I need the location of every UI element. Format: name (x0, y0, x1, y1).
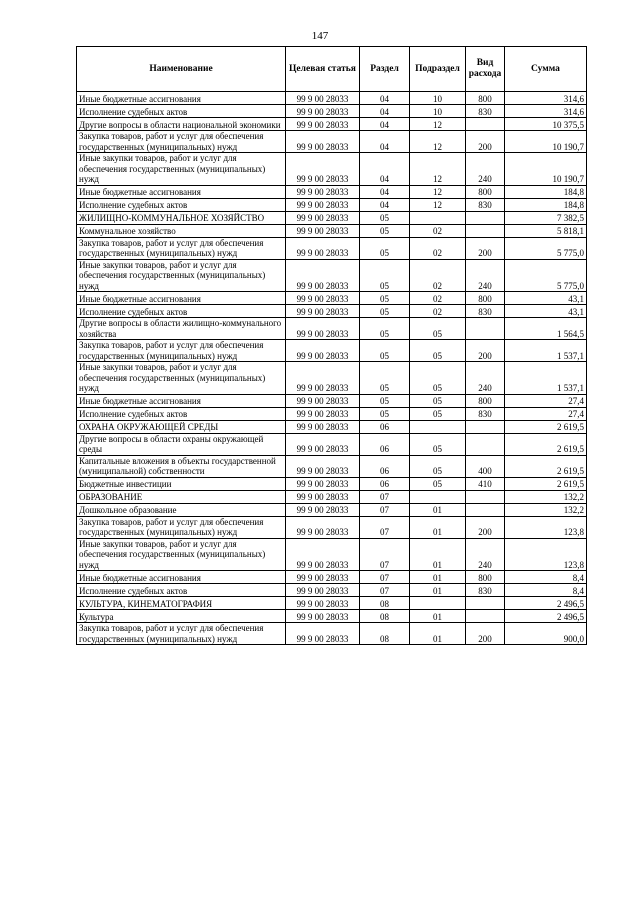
cell-name: Культура (77, 610, 286, 623)
cell-sum: 2 619,5 (505, 455, 587, 477)
cell-expense-type: 410 (466, 477, 505, 490)
cell-subsection: 01 (410, 584, 466, 597)
col-header-section: Раздел (360, 47, 410, 92)
cell-name: Исполнение судебных актов (77, 105, 286, 118)
cell-expense-type: 800 (466, 92, 505, 105)
cell-expense-type: 800 (466, 571, 505, 584)
cell-name: Исполнение судебных актов (77, 407, 286, 420)
table-row (77, 597, 587, 610)
col-header-subsection: Подраздел (410, 47, 466, 92)
cell-subsection (410, 490, 466, 503)
cell-sum: 900,0 (505, 623, 587, 645)
cell-name: Капитальные вложения в объекты государственной (муниципальной) собственности (77, 455, 286, 477)
cell-sum: 1 564,5 (505, 318, 587, 340)
cell-section: 04 (360, 198, 410, 211)
table-row (77, 407, 587, 420)
cell-target-article: 99 9 00 28033 (286, 538, 360, 571)
cell-name: Иные закупки товаров, работ и услуг для обеспечения государственных (муниципальных) нужд (77, 362, 286, 395)
cell-subsection: 02 (410, 292, 466, 305)
cell-subsection: 01 (410, 538, 466, 571)
cell-sum: 184,8 (505, 198, 587, 211)
cell-expense-type (466, 610, 505, 623)
cell-section: 06 (360, 477, 410, 490)
col-header-expense-type: Вид расхода (466, 47, 505, 92)
cell-section: 05 (360, 259, 410, 292)
cell-section: 04 (360, 118, 410, 131)
cell-sum: 123,8 (505, 538, 587, 571)
table-row (77, 153, 587, 186)
cell-expense-type: 200 (466, 516, 505, 538)
cell-target-article: 99 9 00 28033 (286, 131, 360, 153)
cell-subsection: 05 (410, 340, 466, 362)
cell-name: Иные бюджетные ассигнования (77, 92, 286, 105)
cell-sum: 1 537,1 (505, 362, 587, 395)
cell-section: 07 (360, 503, 410, 516)
cell-subsection: 05 (410, 455, 466, 477)
table-row (77, 503, 587, 516)
table-row (77, 105, 587, 118)
cell-sum: 5 818,1 (505, 224, 587, 237)
cell-expense-type: 830 (466, 105, 505, 118)
col-header-target-article: Целевая статья (286, 47, 360, 92)
table-row (77, 455, 587, 477)
cell-section: 04 (360, 185, 410, 198)
cell-sum: 314,6 (505, 92, 587, 105)
cell-section: 05 (360, 318, 410, 340)
cell-target-article: 99 9 00 28033 (286, 118, 360, 131)
cell-expense-type: 830 (466, 584, 505, 597)
cell-expense-type (466, 318, 505, 340)
table-row (77, 118, 587, 131)
cell-target-article: 99 9 00 28033 (286, 420, 360, 433)
cell-name: Закупка товаров, работ и услуг для обеспечения государственных (муниципальных) нужд (77, 623, 286, 645)
cell-sum: 2 496,5 (505, 610, 587, 623)
cell-section: 08 (360, 597, 410, 610)
cell-subsection: 12 (410, 131, 466, 153)
col-header-sum: Сумма (505, 47, 587, 92)
cell-expense-type: 200 (466, 237, 505, 259)
cell-expense-type: 200 (466, 131, 505, 153)
cell-name: Закупка товаров, работ и услуг для обеспечения государственных (муниципальных) нужд (77, 340, 286, 362)
cell-name: Закупка товаров, работ и услуг для обеспечения государственных (муниципальных) нужд (77, 131, 286, 153)
cell-name: Другие вопросы в области охраны окружающей среды (77, 433, 286, 455)
cell-expense-type (466, 118, 505, 131)
cell-section: 05 (360, 407, 410, 420)
cell-expense-type (466, 503, 505, 516)
cell-name: Исполнение судебных актов (77, 584, 286, 597)
cell-subsection: 02 (410, 305, 466, 318)
table-row (77, 211, 587, 224)
table-row (77, 259, 587, 292)
table-row (77, 538, 587, 571)
cell-sum: 2 496,5 (505, 597, 587, 610)
cell-name: Иные закупки товаров, работ и услуг для обеспечения государственных (муниципальных) нужд (77, 153, 286, 186)
table-row (77, 224, 587, 237)
table-row (77, 477, 587, 490)
cell-expense-type: 240 (466, 153, 505, 186)
cell-target-article: 99 9 00 28033 (286, 292, 360, 305)
cell-subsection: 01 (410, 623, 466, 645)
cell-target-article: 99 9 00 28033 (286, 105, 360, 118)
cell-subsection: 05 (410, 433, 466, 455)
cell-sum: 5 775,0 (505, 259, 587, 292)
table-row (77, 362, 587, 395)
budget-table (76, 46, 587, 645)
table-row (77, 490, 587, 503)
table-row (77, 420, 587, 433)
cell-expense-type (466, 211, 505, 224)
table-row (77, 340, 587, 362)
table-row (77, 318, 587, 340)
table-row (77, 516, 587, 538)
cell-expense-type (466, 224, 505, 237)
cell-subsection: 02 (410, 224, 466, 237)
cell-name: Другие вопросы в области национальной экономики (77, 118, 286, 131)
cell-section: 06 (360, 420, 410, 433)
cell-target-article: 99 9 00 28033 (286, 455, 360, 477)
cell-sum: 314,6 (505, 105, 587, 118)
cell-section: 07 (360, 584, 410, 597)
cell-expense-type: 240 (466, 538, 505, 571)
cell-target-article: 99 9 00 28033 (286, 185, 360, 198)
cell-section: 08 (360, 610, 410, 623)
table-row (77, 433, 587, 455)
cell-expense-type (466, 597, 505, 610)
cell-name: Закупка товаров, работ и услуг для обеспечения государственных (муниципальных) нужд (77, 237, 286, 259)
cell-target-article: 99 9 00 28033 (286, 305, 360, 318)
table-row (77, 185, 587, 198)
cell-name: Иные бюджетные ассигнования (77, 571, 286, 584)
cell-sum: 27,4 (505, 407, 587, 420)
cell-target-article: 99 9 00 28033 (286, 584, 360, 597)
cell-target-article: 99 9 00 28033 (286, 259, 360, 292)
cell-sum: 10 190,7 (505, 131, 587, 153)
cell-name: Иные бюджетные ассигнования (77, 185, 286, 198)
cell-expense-type: 800 (466, 185, 505, 198)
cell-subsection (410, 211, 466, 224)
cell-expense-type (466, 420, 505, 433)
cell-sum: 43,1 (505, 292, 587, 305)
cell-subsection: 01 (410, 503, 466, 516)
cell-section: 08 (360, 623, 410, 645)
cell-sum: 10 375,5 (505, 118, 587, 131)
cell-section: 07 (360, 538, 410, 571)
cell-target-article: 99 9 00 28033 (286, 610, 360, 623)
cell-sum: 2 619,5 (505, 433, 587, 455)
cell-expense-type (466, 490, 505, 503)
cell-sum: 184,8 (505, 185, 587, 198)
cell-subsection: 01 (410, 610, 466, 623)
table-row (77, 394, 587, 407)
table-row (77, 237, 587, 259)
cell-target-article: 99 9 00 28033 (286, 503, 360, 516)
cell-section: 07 (360, 516, 410, 538)
table-row (77, 571, 587, 584)
cell-sum: 132,2 (505, 503, 587, 516)
cell-name: КУЛЬТУРА, КИНЕМАТОГРАФИЯ (77, 597, 286, 610)
cell-expense-type: 830 (466, 305, 505, 318)
cell-section: 04 (360, 153, 410, 186)
cell-sum: 10 190,7 (505, 153, 587, 186)
table-row (77, 305, 587, 318)
cell-subsection: 10 (410, 92, 466, 105)
cell-sum: 8,4 (505, 571, 587, 584)
table-row (77, 610, 587, 623)
cell-target-article: 99 9 00 28033 (286, 433, 360, 455)
cell-name: ОХРАНА ОКРУЖАЮЩЕЙ СРЕДЫ (77, 420, 286, 433)
table-row (77, 623, 587, 645)
cell-expense-type (466, 433, 505, 455)
cell-name: Исполнение судебных актов (77, 198, 286, 211)
cell-name: Иные бюджетные ассигнования (77, 292, 286, 305)
cell-section: 05 (360, 394, 410, 407)
cell-name: ЖИЛИЩНО-КОММУНАЛЬНОЕ ХОЗЯЙСТВО (77, 211, 286, 224)
cell-name: Иные закупки товаров, работ и услуг для обеспечения государственных (муниципальных) нужд (77, 259, 286, 292)
cell-sum: 43,1 (505, 305, 587, 318)
cell-subsection: 01 (410, 516, 466, 538)
cell-sum: 2 619,5 (505, 420, 587, 433)
cell-target-article: 99 9 00 28033 (286, 362, 360, 395)
page-number: 147 (311, 30, 329, 42)
cell-target-article: 99 9 00 28033 (286, 237, 360, 259)
cell-section: 05 (360, 362, 410, 395)
cell-name: Коммунальное хозяйство (77, 224, 286, 237)
cell-expense-type: 830 (466, 407, 505, 420)
cell-name: Бюджетные инвестиции (77, 477, 286, 490)
cell-expense-type: 830 (466, 198, 505, 211)
cell-sum: 8,4 (505, 584, 587, 597)
cell-section: 05 (360, 237, 410, 259)
cell-section: 04 (360, 105, 410, 118)
cell-name: Дошкольное образование (77, 503, 286, 516)
cell-expense-type: 240 (466, 259, 505, 292)
cell-name: Другие вопросы в области жилищно-коммунального хозяйства (77, 318, 286, 340)
cell-name: Исполнение судебных актов (77, 305, 286, 318)
cell-target-article: 99 9 00 28033 (286, 198, 360, 211)
cell-subsection: 05 (410, 318, 466, 340)
cell-section: 07 (360, 490, 410, 503)
cell-target-article: 99 9 00 28033 (286, 477, 360, 490)
cell-subsection: 05 (410, 362, 466, 395)
cell-sum: 7 382,5 (505, 211, 587, 224)
cell-target-article: 99 9 00 28033 (286, 224, 360, 237)
cell-subsection: 02 (410, 237, 466, 259)
cell-name: Закупка товаров, работ и услуг для обеспечения государственных (муниципальных) нужд (77, 516, 286, 538)
cell-target-article: 99 9 00 28033 (286, 92, 360, 105)
cell-name: Иные закупки товаров, работ и услуг для обеспечения государственных (муниципальных) нужд (77, 538, 286, 571)
cell-subsection (410, 420, 466, 433)
cell-section: 05 (360, 224, 410, 237)
cell-sum: 1 537,1 (505, 340, 587, 362)
cell-target-article: 99 9 00 28033 (286, 340, 360, 362)
cell-section: 04 (360, 92, 410, 105)
cell-expense-type: 400 (466, 455, 505, 477)
cell-section: 06 (360, 455, 410, 477)
header-row (77, 47, 587, 92)
table-row (77, 92, 587, 105)
cell-sum: 123,8 (505, 516, 587, 538)
cell-subsection: 12 (410, 185, 466, 198)
cell-expense-type: 800 (466, 394, 505, 407)
cell-subsection: 02 (410, 259, 466, 292)
cell-subsection: 12 (410, 153, 466, 186)
cell-subsection: 05 (410, 407, 466, 420)
cell-section: 05 (360, 292, 410, 305)
col-header-name: Наименование (77, 47, 286, 92)
cell-expense-type: 200 (466, 623, 505, 645)
cell-subsection: 05 (410, 394, 466, 407)
table-row (77, 198, 587, 211)
cell-target-article: 99 9 00 28033 (286, 597, 360, 610)
cell-name: Иные бюджетные ассигнования (77, 394, 286, 407)
cell-target-article: 99 9 00 28033 (286, 407, 360, 420)
cell-subsection (410, 597, 466, 610)
cell-subsection: 12 (410, 198, 466, 211)
cell-section: 05 (360, 340, 410, 362)
cell-expense-type: 800 (466, 292, 505, 305)
cell-section: 05 (360, 305, 410, 318)
cell-section: 05 (360, 211, 410, 224)
cell-name: ОБРАЗОВАНИЕ (77, 490, 286, 503)
cell-expense-type: 200 (466, 340, 505, 362)
cell-target-article: 99 9 00 28033 (286, 490, 360, 503)
cell-sum: 5 775,0 (505, 237, 587, 259)
table-row (77, 584, 587, 597)
cell-subsection: 10 (410, 105, 466, 118)
cell-target-article: 99 9 00 28033 (286, 211, 360, 224)
cell-sum: 132,2 (505, 490, 587, 503)
table-row (77, 292, 587, 305)
cell-target-article: 99 9 00 28033 (286, 318, 360, 340)
cell-subsection: 12 (410, 118, 466, 131)
cell-subsection: 01 (410, 571, 466, 584)
cell-target-article: 99 9 00 28033 (286, 623, 360, 645)
cell-section: 04 (360, 131, 410, 153)
cell-section: 06 (360, 433, 410, 455)
cell-subsection: 05 (410, 477, 466, 490)
cell-section: 07 (360, 571, 410, 584)
table-body (77, 92, 587, 645)
table-header (77, 47, 587, 92)
cell-target-article: 99 9 00 28033 (286, 516, 360, 538)
cell-target-article: 99 9 00 28033 (286, 571, 360, 584)
cell-sum: 27,4 (505, 394, 587, 407)
cell-target-article: 99 9 00 28033 (286, 394, 360, 407)
cell-sum: 2 619,5 (505, 477, 587, 490)
cell-target-article: 99 9 00 28033 (286, 153, 360, 186)
cell-expense-type: 240 (466, 362, 505, 395)
table-row (77, 131, 587, 153)
